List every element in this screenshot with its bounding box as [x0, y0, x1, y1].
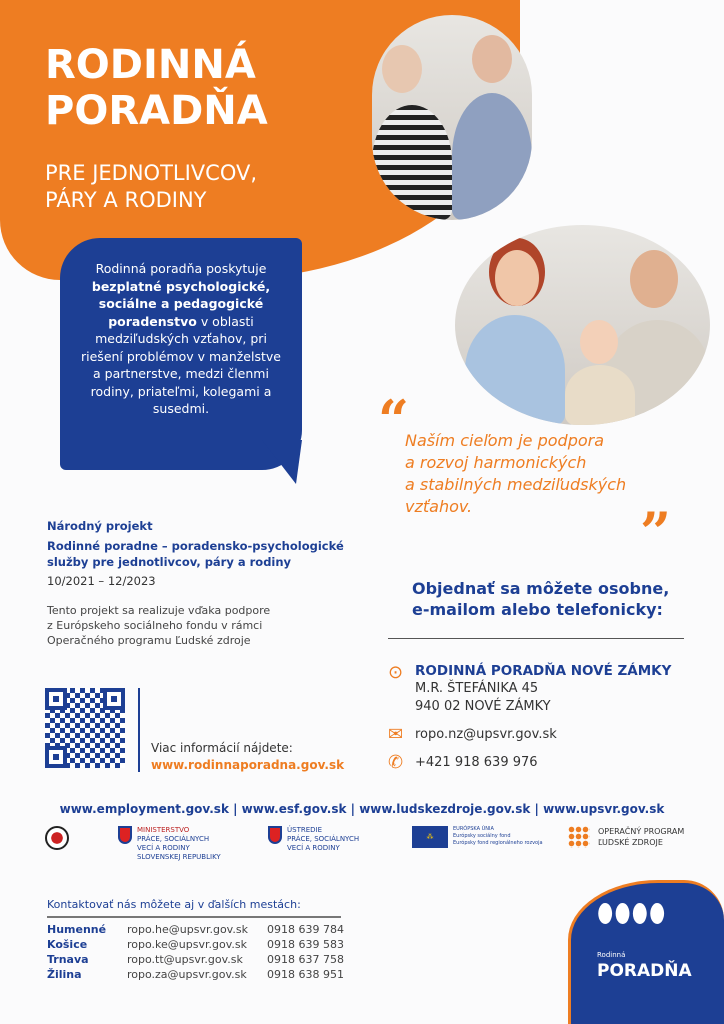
contact-email[interactable]: ropo.ke@upsvr.gov.sk	[127, 938, 247, 951]
quote-line: a stabilných medziľudských	[405, 475, 627, 494]
contact-city: Trnava	[47, 953, 89, 966]
order-heading	[412, 578, 669, 620]
location-pin-icon: ⊙	[388, 662, 404, 683]
contact-email[interactable]: ropo.he@upsvr.gov.sk	[127, 923, 248, 936]
contact-city: Košice	[47, 938, 88, 951]
logo-eu: ⁂ EURÓPSKA ÚNIA Európsky sociálny fond Európsky fond regionálneho rozvoja	[412, 826, 543, 848]
office-email[interactable]: ropo.nz@upsvr.gov.sk	[415, 727, 557, 742]
contact-city: Žilina	[47, 968, 82, 981]
divider	[138, 688, 140, 772]
page-title	[45, 42, 268, 134]
contact-phone[interactable]: 0918 639 784	[267, 923, 344, 936]
partner-links[interactable]: www.employment.gov.sk | www.esf.gov.sk | www.ludskezdroje.gov.sk | www.upsvr.gov.sk	[59, 802, 665, 816]
office-city: 940 02 NOVÉ ZÁMKY	[415, 699, 551, 714]
quote-line: a rozvoj harmonických	[405, 453, 587, 472]
project-name: služby pre jednotlivcov, páry a rodiny	[47, 555, 292, 569]
contact-row	[47, 952, 344, 967]
order-line: Objednať sa môžete osobne,	[412, 579, 670, 598]
email-icon: ✉	[388, 724, 404, 745]
quote-open-icon: “	[378, 388, 410, 452]
project-dates: 10/2021 – 12/2023	[47, 574, 156, 588]
other-cities-contacts	[47, 898, 344, 982]
mission-quote	[405, 430, 626, 518]
photo-elderly-couple	[372, 15, 532, 220]
divider	[388, 638, 684, 639]
office-name: RODINNÁ PORADŇA NOVÉ ZÁMKY	[415, 663, 672, 679]
contact-phone[interactable]: 0918 637 758	[267, 953, 344, 966]
title-line: PORADŇA	[45, 88, 268, 134]
contact-row	[47, 967, 344, 982]
logo-office: ÚSTREDIE PRÁCE, SOCIÁLNYCH VECÍ A RODINY	[268, 826, 359, 853]
office-phone[interactable]: +421 918 639 976	[415, 755, 538, 770]
contact-email[interactable]: ropo.tt@upsvr.gov.sk	[127, 953, 243, 966]
contact-row	[47, 937, 344, 952]
project-label: Národný projekt	[47, 519, 153, 533]
logo-ministry: MINISTERSTVO PRÁCE, SOCIÁLNYCH VECÍ A RODINY SLOVENSKEJ REPUBLIKY	[118, 826, 221, 862]
subtitle-line: PÁRY A RODINY	[45, 188, 207, 212]
phone-icon: ✆	[388, 752, 404, 773]
quote-line: vzťahov.	[405, 497, 473, 516]
quote-close-icon: ”	[640, 500, 672, 564]
brand-big: PORADŇA	[597, 961, 692, 981]
subtitle-line: PRE JEDNOTLIVCOV,	[45, 161, 258, 185]
subtitle	[45, 160, 257, 214]
info-speech-bubble	[60, 238, 302, 470]
brand-logo	[568, 880, 724, 1024]
photo-family	[455, 225, 710, 425]
funding-text: Tento projekt sa realizuje vďaka podpore	[47, 604, 271, 617]
contact-phone[interactable]: 0918 639 583	[267, 938, 344, 951]
funding-text: Operačného programu Ľudské zdroje	[47, 634, 251, 647]
office-street: M.R. ŠTEFÁNIKA 45	[415, 681, 539, 696]
qr-code[interactable]	[45, 688, 125, 768]
more-info-label: Viac informácií nájdete:	[151, 741, 293, 755]
contact-phone[interactable]: 0918 638 951	[267, 968, 344, 981]
eu-flag-icon: ⁂	[412, 826, 448, 848]
contact-city: Humenné	[47, 923, 107, 936]
bubble-highlight: bezplatné psychologické, sociálne a pedagogické poradenstvo	[91, 278, 271, 329]
more-info	[151, 740, 344, 774]
contacts-table	[47, 922, 344, 982]
order-line: e-mailom alebo telefonicky:	[412, 600, 663, 619]
funding-text: z Európskeho sociálneho fondu v rámci	[47, 619, 263, 632]
title-line: RODINNÁ	[45, 42, 256, 88]
contacts-heading: Kontaktovať nás môžete aj v ďalších mestách:	[47, 898, 341, 918]
contact-email[interactable]: ropo.za@upsvr.gov.sk	[127, 968, 247, 981]
logo-round	[45, 826, 69, 850]
coat-of-arms-icon	[268, 826, 282, 844]
project-name: Rodinné poradne – poradensko-psychologické	[47, 539, 344, 553]
website-link[interactable]: www.rodinnaporadna.gov.sk	[151, 758, 345, 772]
bubble-intro: Rodinná poradňa poskytuje	[95, 261, 267, 276]
op-dots-icon	[568, 826, 590, 848]
office-address	[415, 662, 671, 716]
family-figures-icon: ⬮⬮⬮⬮	[597, 899, 667, 929]
project-info	[47, 518, 344, 648]
coat-of-arms-icon	[118, 826, 132, 844]
quote-line: Naším cieľom je podpora	[405, 431, 605, 450]
brand-small: Rodinná	[597, 951, 626, 959]
contact-row	[47, 922, 344, 937]
bubble-text: v oblasti medziľudských vzťahov, pri riešení problémov v manželstve a partnerstve, medzi členmi rodiny, priateľmi, kolegami a susedmi.	[81, 313, 281, 416]
logo-op: OPERAČNÝ PROGRAM ĽUDSKÉ ZDROJE	[568, 826, 684, 848]
